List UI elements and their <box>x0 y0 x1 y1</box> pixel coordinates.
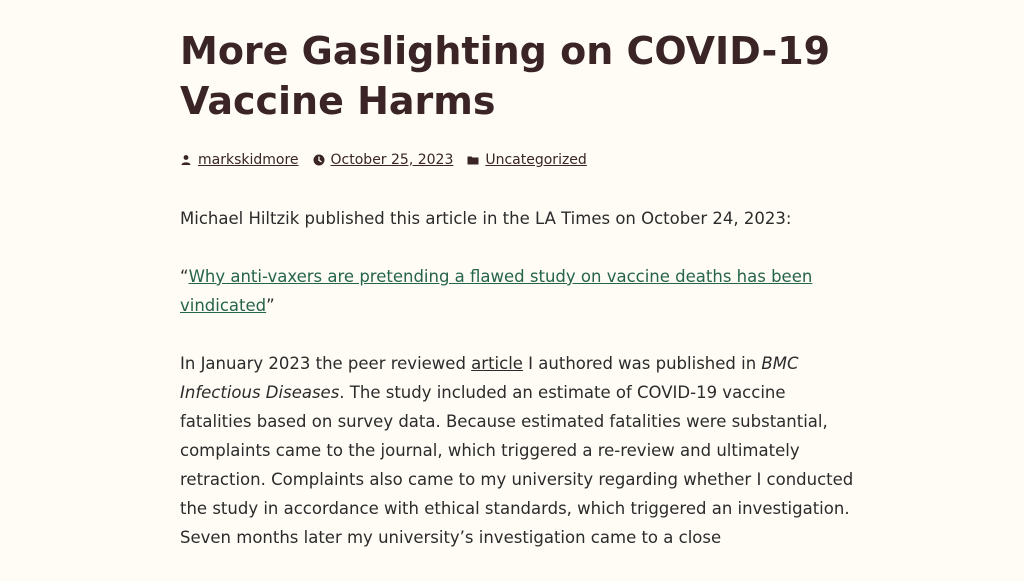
p3-before-link: In January 2023 the peer reviewed <box>180 354 472 373</box>
study-article-link[interactable]: article <box>471 354 523 373</box>
meta-category <box>467 152 586 168</box>
post-title <box>180 26 860 126</box>
meta-author <box>180 152 299 168</box>
post-content <box>180 204 860 552</box>
p3-rest: . The study included an estimate of COVID-19 vaccine fatalities based on survey data. Because estimated fatalities were substantial, complaints came to the journal, which triggered a re-review and ultimately retraction. Complaints also came to my university regarding whether I conducted the study in accordance with ethical standards, which triggered an investigation. Seven months later my university’s investigation came to a close <box>180 383 854 547</box>
paragraph-1: Michael Hiltzik published this article in the LA Times on October 24, 2023: <box>180 209 792 228</box>
la-times-article-link[interactable]: Why anti-vaxers are pretending a flawed study on vaccine deaths has been vindicated <box>180 267 813 315</box>
date-link[interactable]: October 25, 2023 <box>330 152 454 168</box>
post-title-line-1: More Gaslighting on COVID-19 <box>180 29 831 73</box>
quote-close-mark: ” <box>266 296 275 315</box>
clock-icon <box>313 154 325 166</box>
folder-icon <box>467 154 479 166</box>
author-link[interactable]: markskidmore <box>198 152 299 168</box>
journal-name: BMC Infectious Diseases <box>180 354 799 402</box>
p3-after-link: I authored was published in <box>522 354 762 373</box>
category-link[interactable]: Uncategorized <box>485 152 587 168</box>
post-title-line-2: Vaccine Harms <box>180 79 496 123</box>
quote-open-mark: “ <box>180 267 189 286</box>
person-icon <box>180 154 192 166</box>
meta-date <box>313 152 454 168</box>
paragraph-3 <box>180 349 860 552</box>
post-meta <box>180 150 860 170</box>
paragraph-quote <box>180 262 860 320</box>
article <box>180 0 860 581</box>
